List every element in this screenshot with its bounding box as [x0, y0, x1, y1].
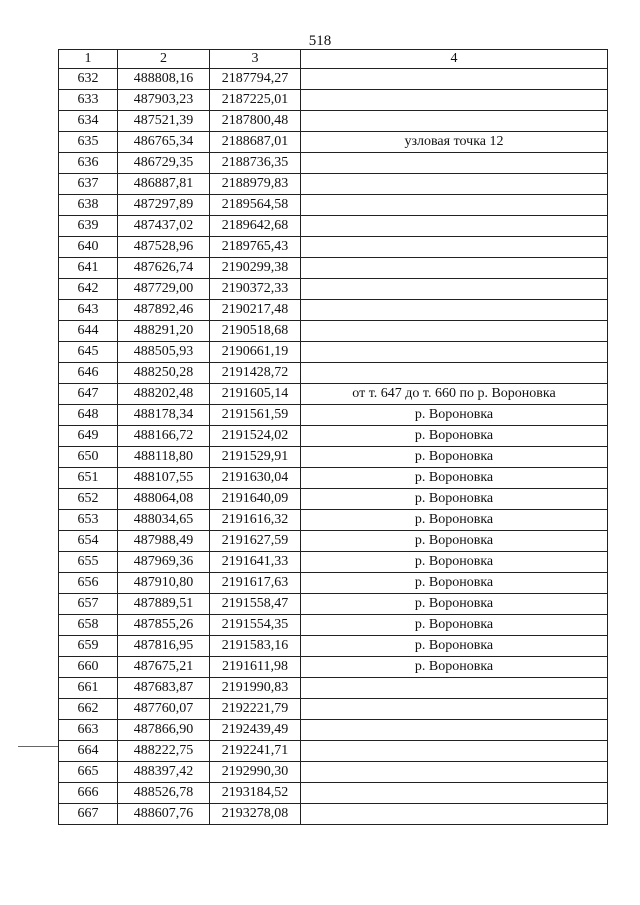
table-header [59, 50, 608, 69]
note-cell [301, 258, 608, 279]
x-coordinate-cell: 488250,28 [118, 363, 210, 384]
point-number-cell: 661 [59, 678, 118, 699]
note-cell [301, 216, 608, 237]
note-cell [301, 678, 608, 699]
point-number-cell: 655 [59, 552, 118, 573]
y-coordinate-cell: 2191630,04 [210, 468, 301, 489]
table-row [59, 405, 608, 426]
note-cell: узловая точка 12 [301, 132, 608, 153]
point-number-cell: 662 [59, 699, 118, 720]
x-coordinate-cell: 488202,48 [118, 384, 210, 405]
x-coordinate-cell: 487910,80 [118, 573, 210, 594]
x-coordinate-cell: 488107,55 [118, 468, 210, 489]
point-number-cell: 665 [59, 762, 118, 783]
table-row [59, 132, 608, 153]
table-row [59, 594, 608, 615]
table-row [59, 258, 608, 279]
table-row [59, 153, 608, 174]
table-row [59, 804, 608, 825]
y-coordinate-cell: 2191611,98 [210, 657, 301, 678]
table-row [59, 69, 608, 90]
header-cell-4: 4 [301, 50, 608, 69]
table-row [59, 237, 608, 258]
y-coordinate-cell: 2189564,58 [210, 195, 301, 216]
point-number-cell: 664 [59, 741, 118, 762]
y-coordinate-cell: 2192221,79 [210, 699, 301, 720]
y-coordinate-cell: 2187225,01 [210, 90, 301, 111]
table-row [59, 699, 608, 720]
table-row [59, 279, 608, 300]
y-coordinate-cell: 2188687,01 [210, 132, 301, 153]
note-cell [301, 174, 608, 195]
x-coordinate-cell: 488222,75 [118, 741, 210, 762]
x-coordinate-cell: 488607,76 [118, 804, 210, 825]
note-cell: р. Вороновка [301, 615, 608, 636]
note-cell [301, 279, 608, 300]
note-cell [301, 783, 608, 804]
point-number-cell: 647 [59, 384, 118, 405]
x-coordinate-cell: 487521,39 [118, 111, 210, 132]
y-coordinate-cell: 2191990,83 [210, 678, 301, 699]
y-coordinate-cell: 2187800,48 [210, 111, 301, 132]
y-coordinate-cell: 2188736,35 [210, 153, 301, 174]
note-cell: р. Вороновка [301, 657, 608, 678]
point-number-cell: 634 [59, 111, 118, 132]
point-number-cell: 648 [59, 405, 118, 426]
note-cell [301, 90, 608, 111]
x-coordinate-cell: 487297,89 [118, 195, 210, 216]
y-coordinate-cell: 2191529,91 [210, 447, 301, 468]
table-row [59, 531, 608, 552]
header-row [59, 50, 608, 69]
x-coordinate-cell: 488291,20 [118, 321, 210, 342]
point-number-cell: 636 [59, 153, 118, 174]
x-coordinate-cell: 486887,81 [118, 174, 210, 195]
y-coordinate-cell: 2190217,48 [210, 300, 301, 321]
table-row [59, 741, 608, 762]
margin-mark [18, 746, 58, 747]
note-cell [301, 153, 608, 174]
header-cell-3: 3 [210, 50, 301, 69]
x-coordinate-cell: 487437,02 [118, 216, 210, 237]
y-coordinate-cell: 2191641,33 [210, 552, 301, 573]
y-coordinate-cell: 2192439,49 [210, 720, 301, 741]
table-row [59, 657, 608, 678]
point-number-cell: 642 [59, 279, 118, 300]
note-cell: р. Вороновка [301, 510, 608, 531]
x-coordinate-cell: 488118,80 [118, 447, 210, 468]
x-coordinate-cell: 488808,16 [118, 69, 210, 90]
x-coordinate-cell: 487816,95 [118, 636, 210, 657]
x-coordinate-cell: 488034,65 [118, 510, 210, 531]
y-coordinate-cell: 2189642,68 [210, 216, 301, 237]
point-number-cell: 637 [59, 174, 118, 195]
table-row [59, 363, 608, 384]
note-cell: р. Вороновка [301, 447, 608, 468]
y-coordinate-cell: 2191617,63 [210, 573, 301, 594]
table-row [59, 510, 608, 531]
point-number-cell: 653 [59, 510, 118, 531]
x-coordinate-cell: 487866,90 [118, 720, 210, 741]
x-coordinate-cell: 487903,23 [118, 90, 210, 111]
point-number-cell: 658 [59, 615, 118, 636]
x-coordinate-cell: 487855,26 [118, 615, 210, 636]
note-cell [301, 342, 608, 363]
note-cell [301, 69, 608, 90]
note-cell: р. Вороновка [301, 594, 608, 615]
note-cell [301, 111, 608, 132]
x-coordinate-cell: 487729,00 [118, 279, 210, 300]
y-coordinate-cell: 2191616,32 [210, 510, 301, 531]
point-number-cell: 639 [59, 216, 118, 237]
note-cell [301, 762, 608, 783]
point-number-cell: 645 [59, 342, 118, 363]
table-row [59, 111, 608, 132]
y-coordinate-cell: 2189765,43 [210, 237, 301, 258]
y-coordinate-cell: 2191428,72 [210, 363, 301, 384]
point-number-cell: 635 [59, 132, 118, 153]
table-row [59, 195, 608, 216]
y-coordinate-cell: 2188979,83 [210, 174, 301, 195]
note-cell: р. Вороновка [301, 552, 608, 573]
x-coordinate-cell: 487988,49 [118, 531, 210, 552]
point-number-cell: 643 [59, 300, 118, 321]
point-number-cell: 649 [59, 426, 118, 447]
header-cell-1: 1 [59, 50, 118, 69]
point-number-cell: 650 [59, 447, 118, 468]
note-cell [301, 699, 608, 720]
x-coordinate-cell: 486729,35 [118, 153, 210, 174]
table-row [59, 216, 608, 237]
table-row [59, 489, 608, 510]
note-cell [301, 363, 608, 384]
point-number-cell: 659 [59, 636, 118, 657]
point-number-cell: 652 [59, 489, 118, 510]
x-coordinate-cell: 486765,34 [118, 132, 210, 153]
point-number-cell: 657 [59, 594, 118, 615]
x-coordinate-cell: 487760,07 [118, 699, 210, 720]
x-coordinate-cell: 488505,93 [118, 342, 210, 363]
note-cell: от т. 647 до т. 660 по р. Вороновка [301, 384, 608, 405]
note-cell: р. Вороновка [301, 405, 608, 426]
table-row [59, 468, 608, 489]
y-coordinate-cell: 2191561,59 [210, 405, 301, 426]
x-coordinate-cell: 488526,78 [118, 783, 210, 804]
point-number-cell: 644 [59, 321, 118, 342]
y-coordinate-cell: 2190299,38 [210, 258, 301, 279]
note-cell: р. Вороновка [301, 636, 608, 657]
note-cell [301, 195, 608, 216]
point-number-cell: 632 [59, 69, 118, 90]
point-number-cell: 663 [59, 720, 118, 741]
x-coordinate-cell: 488178,34 [118, 405, 210, 426]
point-number-cell: 640 [59, 237, 118, 258]
y-coordinate-cell: 2191583,16 [210, 636, 301, 657]
table-row [59, 300, 608, 321]
note-cell: р. Вороновка [301, 573, 608, 594]
x-coordinate-cell: 488166,72 [118, 426, 210, 447]
header-cell-2: 2 [118, 50, 210, 69]
y-coordinate-cell: 2191627,59 [210, 531, 301, 552]
note-cell: р. Вороновка [301, 468, 608, 489]
note-cell [301, 720, 608, 741]
table-row [59, 342, 608, 363]
x-coordinate-cell: 487675,21 [118, 657, 210, 678]
y-coordinate-cell: 2190372,33 [210, 279, 301, 300]
table-row [59, 573, 608, 594]
note-cell: р. Вороновка [301, 489, 608, 510]
y-coordinate-cell: 2193278,08 [210, 804, 301, 825]
point-number-cell: 646 [59, 363, 118, 384]
note-cell [301, 804, 608, 825]
x-coordinate-cell: 487626,74 [118, 258, 210, 279]
point-number-cell: 660 [59, 657, 118, 678]
y-coordinate-cell: 2191640,09 [210, 489, 301, 510]
point-number-cell: 651 [59, 468, 118, 489]
x-coordinate-cell: 488397,42 [118, 762, 210, 783]
point-number-cell: 656 [59, 573, 118, 594]
note-cell: р. Вороновка [301, 426, 608, 447]
note-cell [301, 237, 608, 258]
x-coordinate-cell: 487683,87 [118, 678, 210, 699]
y-coordinate-cell: 2193184,52 [210, 783, 301, 804]
table-row [59, 636, 608, 657]
y-coordinate-cell: 2192241,71 [210, 741, 301, 762]
y-coordinate-cell: 2187794,27 [210, 69, 301, 90]
note-cell: р. Вороновка [301, 531, 608, 552]
note-cell [301, 300, 608, 321]
point-number-cell: 641 [59, 258, 118, 279]
table-row [59, 720, 608, 741]
table-row [59, 678, 608, 699]
table-body [59, 69, 608, 825]
table-row [59, 384, 608, 405]
table-row [59, 174, 608, 195]
table-row [59, 762, 608, 783]
y-coordinate-cell: 2191605,14 [210, 384, 301, 405]
x-coordinate-cell: 487528,96 [118, 237, 210, 258]
y-coordinate-cell: 2192990,30 [210, 762, 301, 783]
x-coordinate-cell: 487892,46 [118, 300, 210, 321]
y-coordinate-cell: 2190661,19 [210, 342, 301, 363]
y-coordinate-cell: 2191524,02 [210, 426, 301, 447]
note-cell [301, 741, 608, 762]
point-number-cell: 666 [59, 783, 118, 804]
table-row [59, 321, 608, 342]
table-row [59, 90, 608, 111]
table-row [59, 552, 608, 573]
point-number-cell: 667 [59, 804, 118, 825]
table-row [59, 783, 608, 804]
point-number-cell: 633 [59, 90, 118, 111]
y-coordinate-cell: 2191558,47 [210, 594, 301, 615]
x-coordinate-cell: 487889,51 [118, 594, 210, 615]
page-number: 518 [308, 33, 332, 49]
table-row [59, 426, 608, 447]
point-number-cell: 638 [59, 195, 118, 216]
coordinates-table [58, 49, 608, 825]
point-number-cell: 654 [59, 531, 118, 552]
table-row [59, 615, 608, 636]
note-cell [301, 321, 608, 342]
y-coordinate-cell: 2190518,68 [210, 321, 301, 342]
x-coordinate-cell: 487969,36 [118, 552, 210, 573]
y-coordinate-cell: 2191554,35 [210, 615, 301, 636]
table-row [59, 447, 608, 468]
x-coordinate-cell: 488064,08 [118, 489, 210, 510]
